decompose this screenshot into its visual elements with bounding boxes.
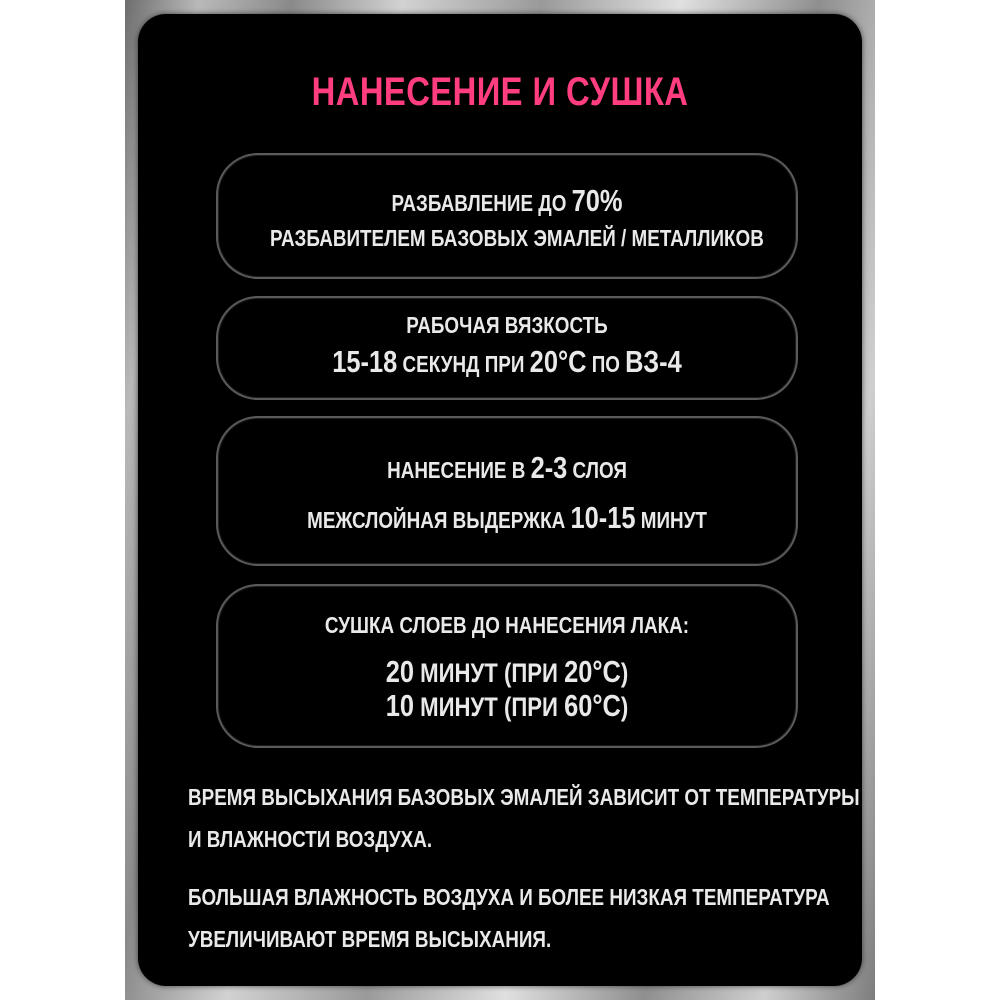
drying-temp-1: 20°С [564,654,621,689]
application-line-2 [270,500,744,536]
drying-time-1-end: ) [620,658,629,688]
application-pre: НАНЕСЕНИЕ В [387,457,531,483]
drying-time-2-end: ) [620,692,629,722]
note-2-line-2: УВЕЛИЧИВАЮТ ВРЕМЯ ВЫСЫХАНИЯ. [188,926,552,952]
dilution-line-1 [270,183,744,219]
flash-off-post: МИНУТ [635,507,707,533]
drying-label: СУШКА СЛОЕВ ДО НАНЕСЕНИЯ ЛАКА: [324,612,690,638]
flash-off-pre: МЕЖСЛОЙНАЯ ВЫДЕРЖКА [307,507,571,533]
application-post: СЛОЯ [567,457,627,483]
note-1-line-2: И ВЛАЖНОСТИ ВОЗДУХА. [188,826,433,852]
application-layers: 2-3 [530,450,568,485]
drying-line-2 [270,654,744,690]
info-panel [138,14,862,986]
drying-line-3 [270,688,744,724]
viscosity-seconds: 15-18 [332,344,398,379]
dilution-percent: 70% [571,183,623,218]
note-2-line-1: БОЛЬШАЯ ВЛАЖНОСТЬ ВОЗДУХА И БОЛЕЕ НИЗКАЯ ТЕМПЕРАТУРА [188,884,830,910]
note-drying-dependence [188,776,860,860]
dilution-line-2 [270,225,764,252]
viscosity-label: РАБОЧАЯ ВЯЗКОСТЬ [406,312,608,338]
drying-time-2: 10 [385,688,415,723]
dilution-thinner-text: РАЗБАВИТЕЛЕМ БАЗОВЫХ ЭМАЛЕЙ / МЕТАЛЛИКОВ [270,225,764,251]
application-line-1 [270,450,744,486]
page-title: НАНЕСЕНИЕ И СУШКА [311,70,689,114]
viscosity-line-1 [270,312,744,339]
viscosity-cup: ВЗ-4 [625,344,682,379]
drying-time-1: 20 [385,654,415,689]
flash-off-minutes: 10-15 [570,500,636,535]
dilution-text: РАЗБАВЛЕНИЕ ДО [391,190,572,216]
note-1-line-1: ВРЕМЯ ВЫСЫХАНИЯ БАЗОВЫХ ЭМАЛЕЙ ЗАВИСИТ ОТ ТЕМПЕРАТУРЫ [188,784,860,810]
note-humidity-effect [188,876,830,960]
drying-temp-2: 60°С [564,688,621,723]
drying-time-1-mid: МИНУТ (ПРИ [414,658,565,688]
viscosity-temp: 20°С [529,344,587,379]
drying-time-2-mid: МИНУТ (ПРИ [414,692,565,722]
drying-line-1 [270,612,744,639]
drying-box [216,584,798,748]
viscosity-line-2 [270,344,744,380]
viscosity-box [216,296,798,400]
viscosity-mid-2: ПО [586,351,626,377]
viscosity-mid-1: СЕКУНД ПРИ [397,351,530,377]
dilution-box [216,153,798,279]
application-box [216,416,798,566]
